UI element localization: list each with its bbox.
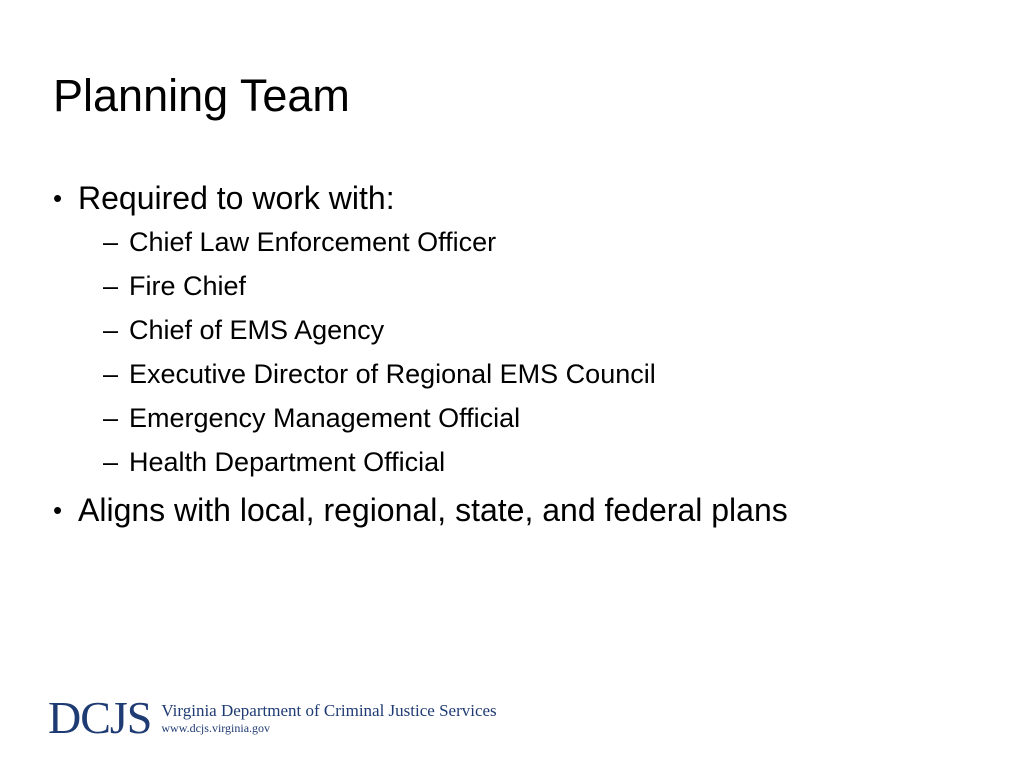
bullet-text: Aligns with local, regional, state, and federal plans xyxy=(78,492,788,528)
dash-icon: – xyxy=(103,315,119,345)
slide-body xyxy=(53,176,993,532)
sub-item xyxy=(53,308,993,352)
sub-item xyxy=(53,264,993,308)
dash-icon: – xyxy=(103,271,119,301)
sub-item-text: Emergency Management Official xyxy=(129,403,521,433)
slide-title: Planning Team xyxy=(53,70,350,121)
sub-item-text: Chief of EMS Agency xyxy=(129,315,385,345)
dash-icon: – xyxy=(103,447,119,477)
dash-icon: – xyxy=(103,359,119,389)
sub-item xyxy=(53,352,993,396)
bullet-icon: • xyxy=(53,183,63,213)
org-name: Virginia Department of Criminal Justice Services xyxy=(161,701,497,720)
sub-list xyxy=(53,220,993,484)
bullet-text: Required to work with: xyxy=(78,180,395,216)
sub-item xyxy=(53,396,993,440)
sub-item-text: Health Department Official xyxy=(129,447,446,477)
dash-icon: – xyxy=(103,227,119,257)
dcjs-logo: DCJS xyxy=(48,692,152,743)
sub-item-text: Fire Chief xyxy=(129,271,247,301)
sub-item xyxy=(53,440,993,484)
sub-item-text: Executive Director of Regional EMS Council xyxy=(129,359,656,389)
org-url: www.dcjs.virginia.gov xyxy=(161,721,271,735)
footer xyxy=(48,692,497,743)
bullet-icon: • xyxy=(53,495,63,525)
dash-icon: – xyxy=(103,403,119,433)
sub-item xyxy=(53,220,993,264)
bullet-item xyxy=(53,488,993,532)
org-block xyxy=(161,701,496,735)
bullet-item xyxy=(53,176,993,220)
sub-item-text: Chief Law Enforcement Officer xyxy=(129,227,497,257)
